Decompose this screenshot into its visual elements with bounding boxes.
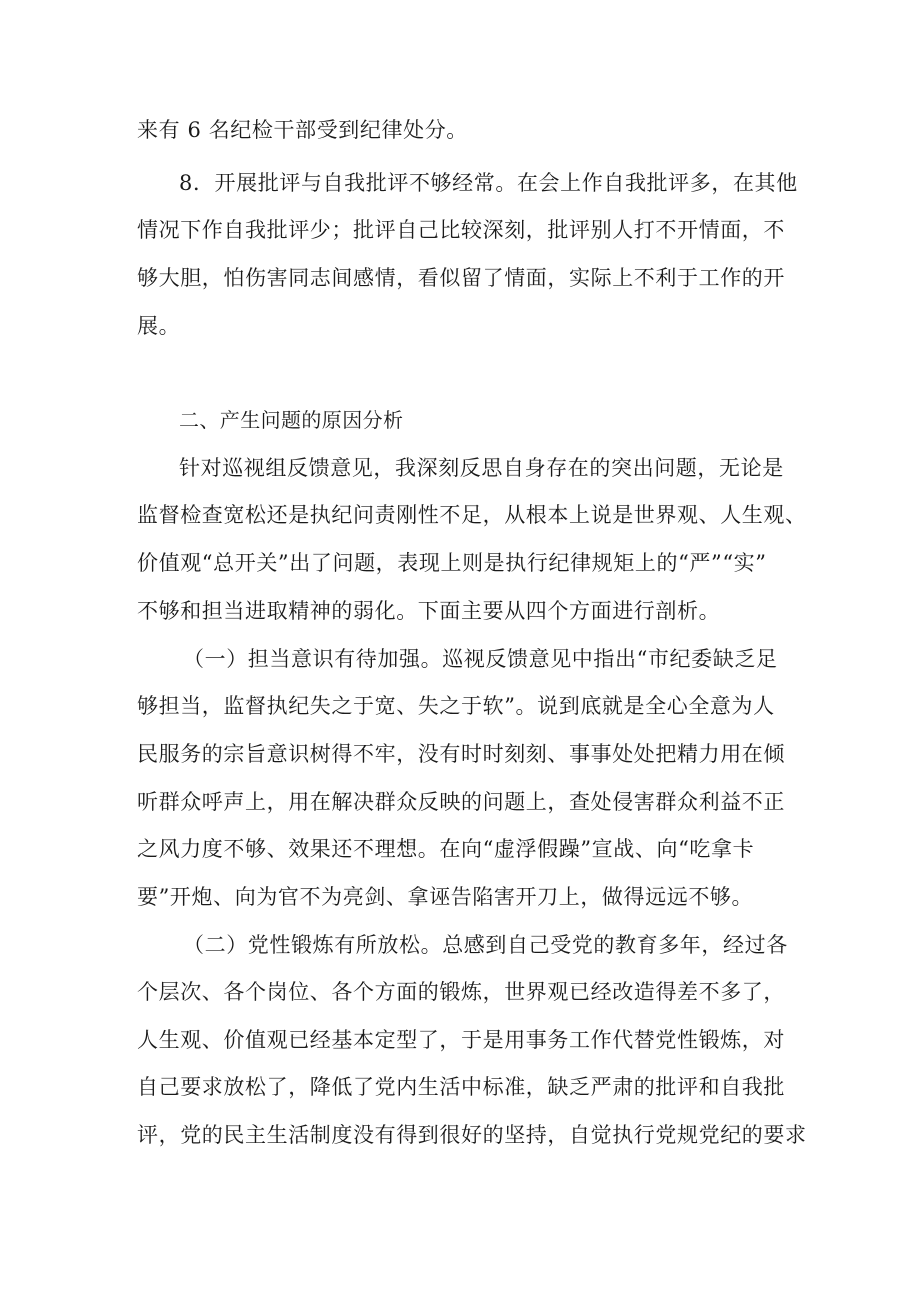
subsection-1-line: 听群众呼声上，用在解决群众反映的问题上，查处侵害群众利益不正 xyxy=(137,790,785,814)
intro-paragraph-line: 不够和担当进取精神的弱化。下面主要从四个方面进行剖析。 xyxy=(137,599,721,623)
subsection-2-line: 人生观、价值观已经基本定型了，于是用事务工作代替党性锻炼，对 xyxy=(137,1028,785,1052)
subsection-1-line: 民服务的宗旨意识树得不牢，没有时时刻刻、事事处处把精力用在倾 xyxy=(137,742,785,766)
intro-paragraph-line: 价值观“总开关”出了问题，表现上则是执行纪律规矩上的“严”“实” xyxy=(137,551,767,575)
subsection-1-line: 之风力度不够、效果还不理想。在向“虚浮假躁”宣战、向“吃拿卡 xyxy=(137,837,755,861)
paragraph-8-line: 够大胆，怕伤害同志间感情，看似留了情面，实际上不利于工作的开 xyxy=(137,266,785,290)
subsection-2-line: 个层次、各个岗位、各个方面的锻炼，世界观已经改造得差不多了， xyxy=(137,980,785,1004)
subsection-2-line: 自己要求放松了，降低了党内生活中标准，缺乏严肃的批评和自我批 xyxy=(137,1075,785,1099)
paragraph-7-tail-line: 来有 6 名纪检干部受到纪律处分。 xyxy=(137,118,468,142)
paragraph-8-line: 8．开展批评与自我批评不够经常。在会上作自我批评多，在其他 xyxy=(179,171,798,195)
subsection-1-line: 够担当，监督执纪失之于宽、失之于软”。说到底就是全心全意为人 xyxy=(137,694,775,718)
subsection-2-line: 评，党的民主生活制度没有得到很好的坚持，自觉执行党规党纪的要求 xyxy=(137,1123,807,1147)
subsection-1-line: 要”开炮、向为官不为亮剑、拿诬告陷害开刀上，做得远远不够。 xyxy=(137,885,754,909)
paragraph-8-line: 展。 xyxy=(137,314,181,338)
intro-paragraph-line: 针对巡视组反馈意见，我深刻反思自身存在的突出问题，无论是 xyxy=(179,456,784,480)
paragraph-8-line: 情况下作自我批评少；批评自己比较深刻，批评别人打不开情面，不 xyxy=(137,218,785,242)
section-heading: 二、产生问题的原因分析 xyxy=(179,408,404,432)
intro-paragraph-line: 监督检查宽松还是执纪问责刚性不足，从根本上说是世界观、人生观、 xyxy=(137,503,807,527)
subsection-2-line: （二）党性锻炼有所放松。总感到自己受党的教育多年，经过各 xyxy=(183,933,788,957)
subsection-1-line: （一）担当意识有待加强。巡视反馈意见中指出“市纪委缺乏足 xyxy=(183,647,778,671)
